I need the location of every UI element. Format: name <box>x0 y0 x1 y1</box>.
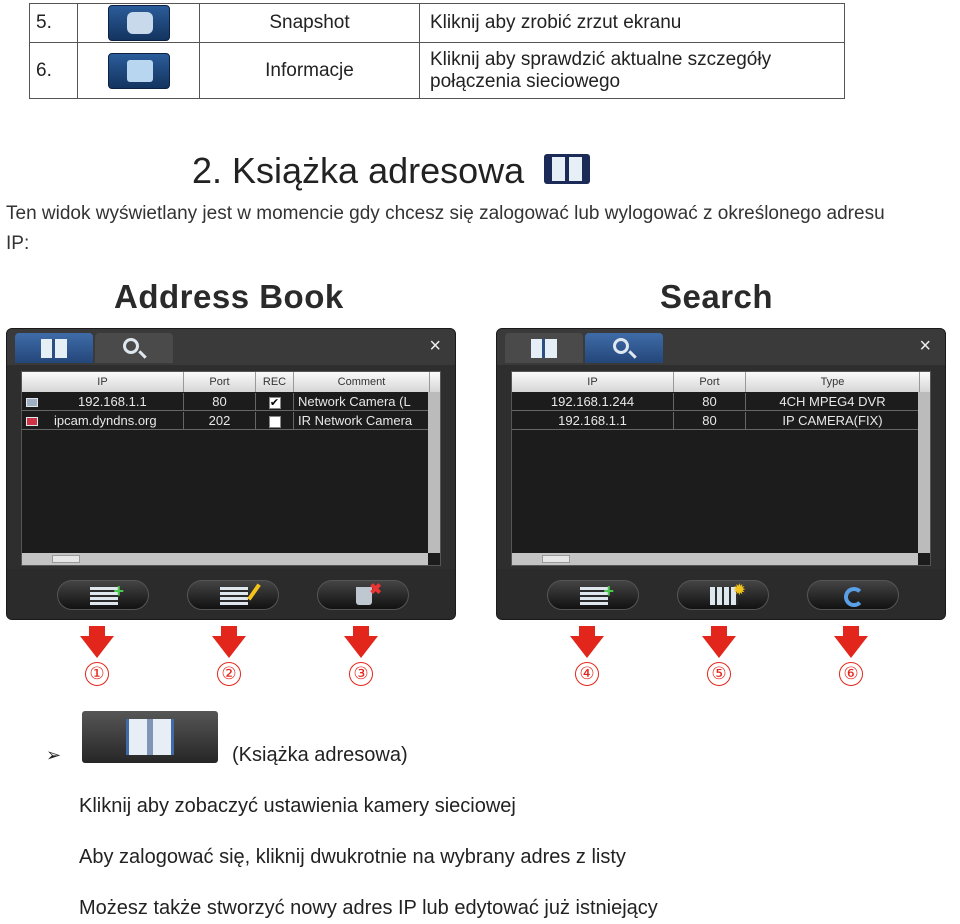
vertical-scrollbar[interactable] <box>428 392 440 553</box>
function-name: Informacje <box>200 43 420 99</box>
column-header[interactable]: Type <box>746 372 920 392</box>
column-header[interactable]: IP <box>22 372 184 392</box>
horizontal-scrollbar[interactable] <box>512 553 918 565</box>
list-header <box>512 372 930 392</box>
tab-search[interactable] <box>95 333 173 363</box>
function-name: Snapshot <box>200 4 420 43</box>
pencil-icon <box>247 583 261 600</box>
arrow-down-icon <box>702 626 736 660</box>
search-results-list <box>511 371 931 566</box>
edit-address-button[interactable] <box>187 580 279 610</box>
marker-4: ④ <box>575 662 599 686</box>
arrow-down-icon <box>834 626 868 660</box>
rec-checkbox[interactable] <box>269 416 281 428</box>
arrow-down-icon <box>80 626 114 660</box>
horizontal-scrollbar[interactable] <box>22 553 428 565</box>
address-book-button-icon <box>82 711 218 763</box>
search-window <box>496 328 946 620</box>
section-heading: 2. Książka adresowa <box>192 150 525 191</box>
list-item[interactable]: 192.168.1.1 80 ✔ Network Camera (L <box>22 393 440 411</box>
marker-3: ③ <box>349 662 373 686</box>
address-book-window <box>6 328 456 620</box>
table-row <box>30 4 845 43</box>
list-item[interactable]: ipcam.dyndns.org 202 IR Network Camera <box>22 412 440 430</box>
gear-icon: ✹ <box>732 582 746 599</box>
marker-5: ⑤ <box>707 662 731 686</box>
bullet-arrow-icon: ➢ <box>46 745 62 765</box>
intro-text: Ten widok wyświetlany jest w momencie gdy chcesz się zalogować lub wylogować z określonego adresu IP: <box>6 203 885 254</box>
close-icon[interactable]: × <box>429 335 441 357</box>
list-header <box>22 372 440 392</box>
refresh-button[interactable] <box>807 580 899 610</box>
marker-6: ⑥ <box>839 662 863 686</box>
device-icon <box>26 417 38 426</box>
rec-checkbox[interactable]: ✔ <box>269 396 280 409</box>
device-icon <box>26 398 38 407</box>
search-title: Search <box>660 278 774 315</box>
column-header[interactable]: REC <box>256 372 294 392</box>
settings-button[interactable] <box>677 580 769 610</box>
address-book-title: Address Book <box>114 278 344 315</box>
plus-icon: + <box>113 581 124 601</box>
tab-address-book[interactable] <box>505 333 583 363</box>
arrow-down-icon <box>212 626 246 660</box>
list-item[interactable]: 192.168.1.1 80 IP CAMERA(FIX) <box>512 412 930 430</box>
column-header[interactable]: IP <box>512 372 674 392</box>
book-icon <box>531 339 557 358</box>
camera-icon <box>108 5 170 41</box>
plus-icon: + <box>603 581 614 601</box>
magnifier-icon <box>613 338 629 354</box>
vertical-scrollbar[interactable] <box>918 392 930 553</box>
paragraph: Aby zalogować się, kliknij dwukrotnie na wybrany adres z listy <box>79 846 626 868</box>
add-address-button[interactable] <box>57 580 149 610</box>
function-table <box>29 3 845 99</box>
tab-address-book[interactable] <box>15 333 93 363</box>
delete-x-icon: ✖ <box>369 581 382 598</box>
tab-search[interactable] <box>585 333 663 363</box>
column-header[interactable]: Port <box>674 372 746 392</box>
function-description: Kliknij aby sprawdzić aktualne szczegóły połączenia sieciowego <box>420 43 845 99</box>
marker-1: ① <box>85 662 109 686</box>
list-icon <box>220 587 248 605</box>
table-row <box>30 43 845 99</box>
refresh-icon <box>844 587 864 607</box>
column-header[interactable]: Comment <box>294 372 430 392</box>
marker-2: ② <box>217 662 241 686</box>
address-book-label: (Książka adresowa) <box>232 744 408 766</box>
paragraph: Kliknij aby zobaczyć ustawienia kamery sieciowej <box>79 795 516 817</box>
row-number: 5. <box>30 4 78 43</box>
add-to-book-button[interactable] <box>547 580 639 610</box>
info-icon <box>108 53 170 89</box>
function-description: Kliknij aby zrobić zrzut ekranu <box>420 4 845 43</box>
address-list <box>21 371 441 566</box>
arrow-down-icon <box>344 626 378 660</box>
address-book-icon <box>544 154 590 184</box>
list-item[interactable]: 192.168.1.244 80 4CH MPEG4 DVR <box>512 393 930 411</box>
paragraph: Możesz także stworzyć nowy adres IP lub edytować już istniejący <box>79 897 658 919</box>
column-header[interactable]: Port <box>184 372 256 392</box>
delete-address-button[interactable] <box>317 580 409 610</box>
magnifier-icon <box>123 338 139 354</box>
row-number: 6. <box>30 43 78 99</box>
arrow-down-icon <box>570 626 604 660</box>
book-icon <box>41 339 67 358</box>
close-icon[interactable]: × <box>919 335 931 357</box>
